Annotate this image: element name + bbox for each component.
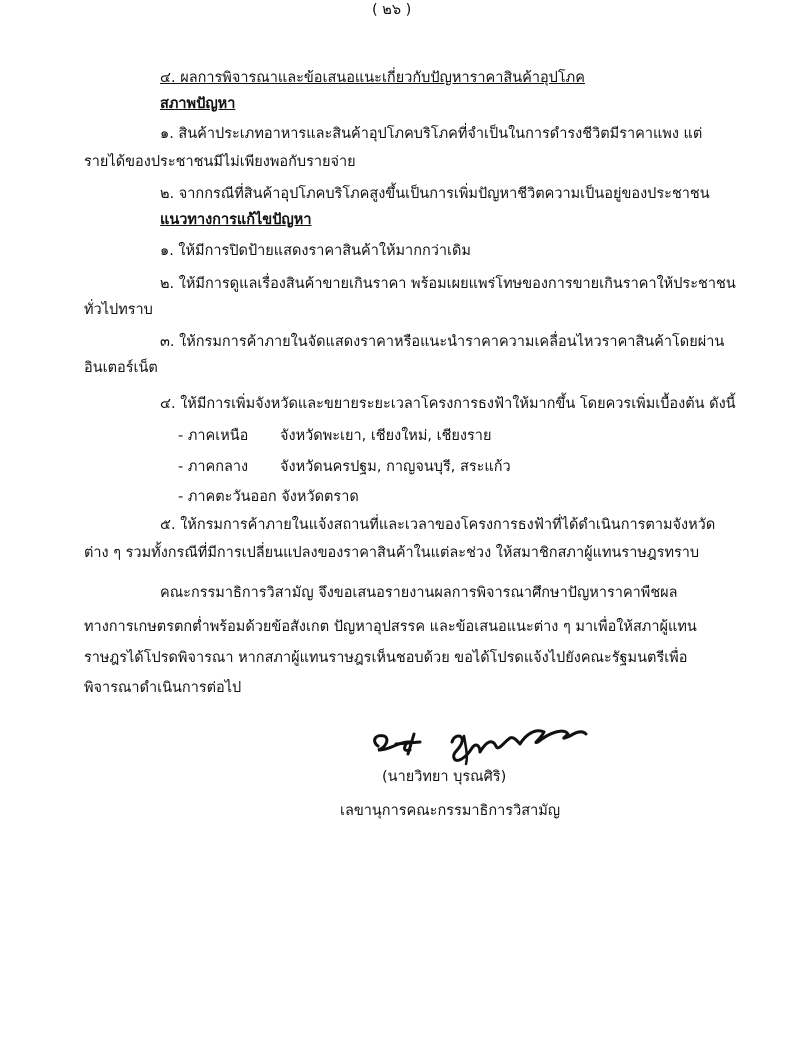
- section-heading: ๔. ผลการพิจารณาและข้อเสนอแนะเกี่ยวกับปัญหาราคาสินค้าอุปโภค: [160, 70, 585, 86]
- conclusion-line-4: พิจารณาดำเนินการต่อไป: [84, 680, 242, 696]
- conclusion-line-1: คณะกรรมาธิการวิสามัญ จึงขอเสนอรายงานผลการพิจารณาศึกษาปัญหาราคาพืชผล: [160, 585, 678, 601]
- solutions-heading: แนวทางการแก้ไขปัญหา: [160, 212, 312, 228]
- problem-2: ๒. จากกรณีที่สินค้าอุปโภคบริโภคสูงขึ้นเป็นการเพิ่มปัญหาชีวิตความเป็นอยู่ของประชาชน: [160, 186, 710, 202]
- solution-5-line-2: ต่าง ๆ รวมทั้งกรณีที่มีการเปลี่ยนแปลงของราคาสินค้าในแต่ละช่วง ให้สมาชิกสภาผู้แทนราษฎรทราบ: [84, 545, 700, 561]
- solution-1: ๑. ให้มีการปิดป้ายแสดงราคาสินค้าให้มากกว่าเดิม: [160, 243, 471, 259]
- handwritten-signature: [368, 712, 598, 768]
- region-north-provinces: จังหวัดพะเยา, เชียงใหม่, เชียงราย: [280, 428, 492, 444]
- solution-3-line-2: อินเตอร์เน็ต: [84, 360, 158, 376]
- problem-1-line-2: รายได้ของประชาชนมีไม่เพียงพอกับรายจ่าย: [84, 154, 356, 170]
- conclusion-line-3: ราษฎรได้โปรดพิจารณา หากสภาผู้แทนราษฎรเห็นชอบด้วย ขอได้โปรดแจ้งไปยังคณะรัฐมนตรีเพื่อ: [84, 650, 688, 666]
- problems-heading: สภาพปัญหา: [160, 96, 236, 112]
- region-east-label: - ภาคตะวันออก จังหวัดตราด: [178, 489, 359, 505]
- region-central-label: - ภาคกลาง: [178, 459, 249, 475]
- region-central-provinces: จังหวัดนครปฐม, กาญจนบุรี, สระแก้ว: [280, 459, 511, 475]
- signatory-title: เลขานุการคณะกรรมาธิการวิสามัญ: [340, 803, 561, 819]
- solution-5-line-1: ๕. ให้กรมการค้าภายในแจ้งสถานที่และเวลาของโครงการธงฟ้าที่ได้ดำเนินการตามจังหวัด: [160, 517, 716, 533]
- solution-2-line-1: ๒. ให้มีการดูแลเรื่องสินค้าขายเกินราคา พร้อมเผยแพร่โทษของการขายเกินราคาให้ประชาชน: [160, 276, 736, 292]
- problem-1-line-1: ๑. สินค้าประเภทอาหารและสินค้าอุปโภคบริโภคที่จำเป็นในการดำรงชีวิตมีราคาแพง แต่: [160, 126, 703, 142]
- conclusion-line-2: ทางการเกษตรตกต่ำพร้อมด้วยข้อสังเกต ปัญหาอุปสรรค และข้อเสนอแนะต่าง ๆ มาเพื่อให้สภาผู้แทน: [84, 619, 697, 635]
- page-number: ( ๒๖ ): [372, 2, 412, 18]
- solution-2-line-2: ทั่วไปทราบ: [84, 302, 153, 318]
- region-north-label: - ภาคเหนือ: [178, 428, 249, 444]
- solution-4: ๔. ให้มีการเพิ่มจังหวัดและขยายระยะเวลาโครงการธงฟ้าให้มากขึ้น โดยควรเพิ่มเบื้องต้น ดังนี้: [160, 396, 736, 412]
- signatory-name: (นายวิทยา บุรณศิริ): [382, 769, 507, 785]
- solution-3-line-1: ๓. ให้กรมการค้าภายในจัดแสดงราคาหรือแนะนำราคาความเคลื่อนไหวราคาสินค้าโดยผ่าน: [160, 334, 725, 350]
